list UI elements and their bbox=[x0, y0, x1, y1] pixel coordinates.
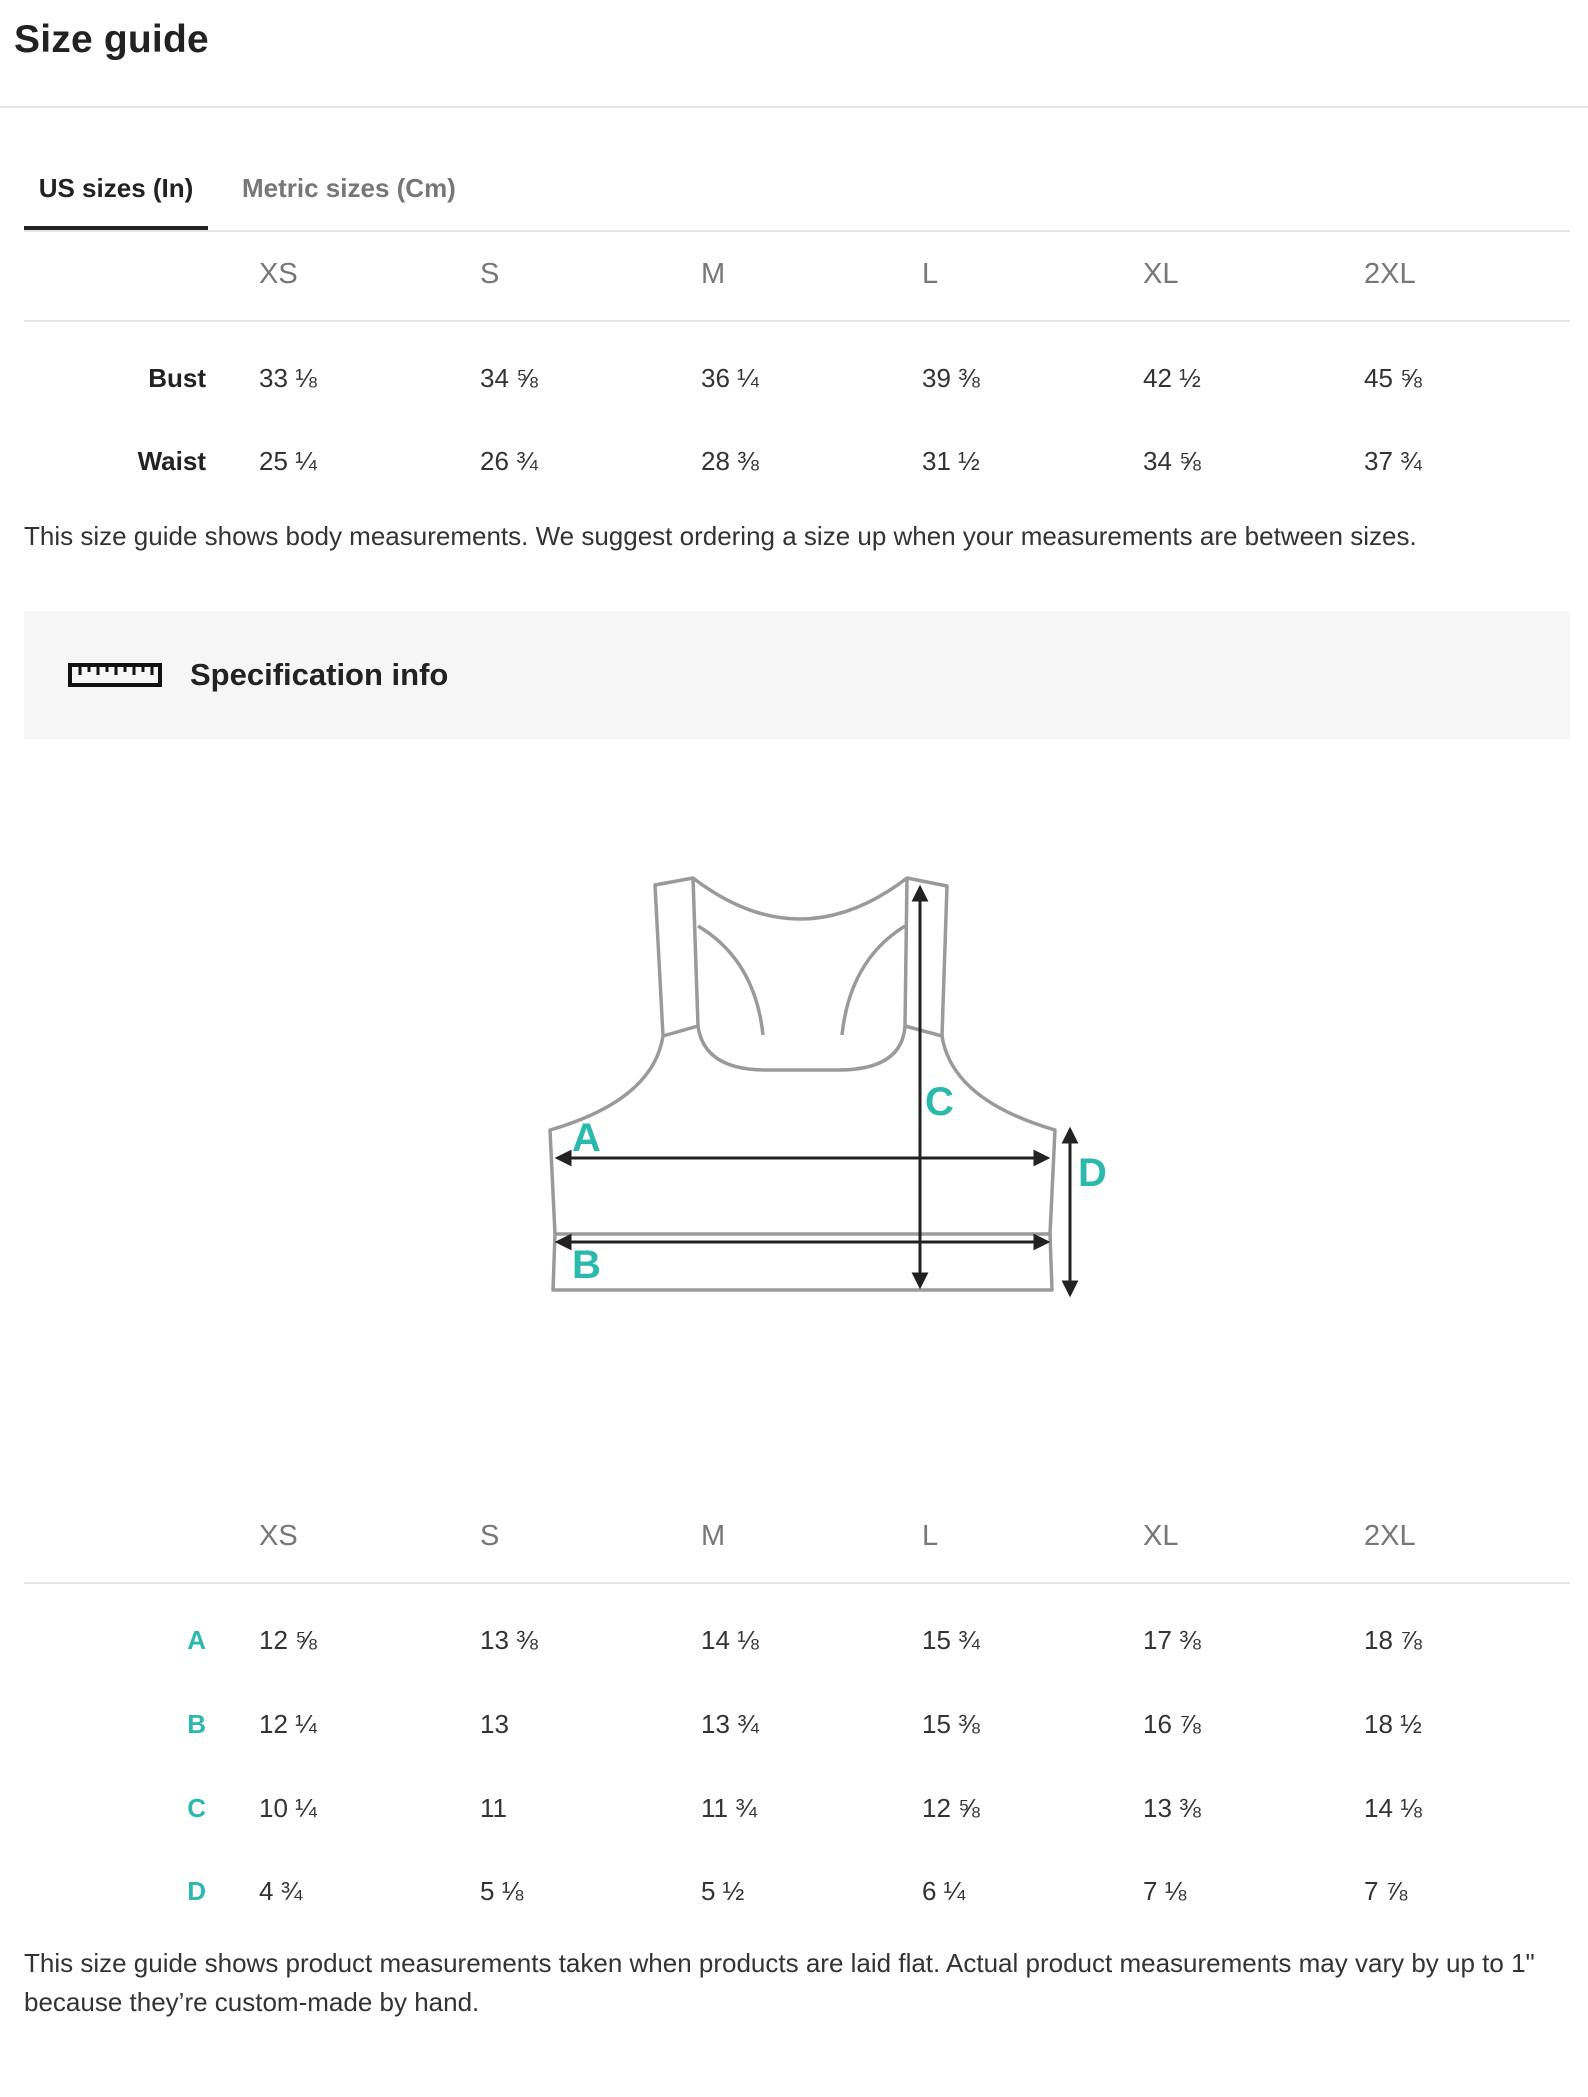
table-cell: 10 ¼ bbox=[259, 1793, 317, 1823]
size-header-2xl: 2XL bbox=[1364, 1520, 1416, 1552]
unit-tabs bbox=[24, 160, 1570, 230]
table-cell: 13 ⅜ bbox=[480, 1625, 538, 1655]
table-cell: 37 ¾ bbox=[1364, 446, 1422, 476]
row-label-waist: Waist bbox=[137, 446, 206, 476]
product-measurements-note: This size guide shows product measurements taken when products are laid flat. Actual product measurements may vary by up to 1" because they’re custom-made by hand. bbox=[24, 1948, 1535, 2017]
table-cell: 11 bbox=[480, 1793, 507, 1823]
table-row-b bbox=[24, 1685, 1570, 1768]
table-header-row bbox=[24, 1494, 1570, 1584]
table-cell: 39 ⅜ bbox=[922, 363, 980, 393]
table-cell: 31 ½ bbox=[922, 446, 980, 476]
table-cell: 45 ⅝ bbox=[1364, 363, 1422, 393]
size-header-xl: XL bbox=[1143, 258, 1179, 290]
table-cell: 14 ⅛ bbox=[701, 1625, 759, 1655]
table-cell: 17 ⅜ bbox=[1143, 1625, 1201, 1655]
row-label-d: D bbox=[187, 1876, 206, 1906]
garment-outline bbox=[550, 878, 1055, 1290]
ruler-icon bbox=[68, 662, 162, 688]
table-row-d bbox=[24, 1852, 1570, 1935]
size-header-l: L bbox=[922, 1520, 939, 1552]
diagram-label-d: D bbox=[1078, 1151, 1107, 1195]
table-cell: 15 ⅜ bbox=[922, 1709, 980, 1739]
table-row-c bbox=[24, 1769, 1570, 1852]
diagram-label-a: A bbox=[572, 1116, 601, 1160]
table-cell: 5 ½ bbox=[701, 1876, 745, 1906]
table-cell: 14 ⅛ bbox=[1364, 1793, 1422, 1823]
table-cell: 16 ⅞ bbox=[1143, 1709, 1201, 1739]
size-header-s: S bbox=[480, 1520, 500, 1552]
size-header-xs: XS bbox=[259, 258, 298, 290]
specification-title: Specification info bbox=[190, 657, 449, 692]
table-cell: 15 ¾ bbox=[922, 1625, 980, 1655]
table-cell: 11 ¾ bbox=[701, 1793, 757, 1823]
table-cell: 26 ¾ bbox=[480, 446, 538, 476]
body-measurements-note: This size guide shows body measurements. We suggest ordering a size up when your measurements are between sizes. bbox=[24, 521, 1417, 551]
row-label-c: C bbox=[187, 1793, 206, 1823]
title-divider bbox=[0, 106, 1588, 108]
table-cell: 6 ¼ bbox=[922, 1876, 966, 1906]
table-row-a bbox=[24, 1601, 1570, 1684]
table-cell: 7 ⅞ bbox=[1364, 1876, 1408, 1906]
size-header-xl: XL bbox=[1143, 1520, 1179, 1552]
table-row-bust bbox=[24, 339, 1570, 422]
tab-us-sizes[interactable]: US sizes (In) bbox=[24, 160, 208, 231]
table-header-row bbox=[24, 232, 1570, 322]
table-cell: 7 ⅛ bbox=[1143, 1876, 1187, 1906]
diagram-label-c: C bbox=[925, 1080, 954, 1124]
table-cell: 13 ⅜ bbox=[1143, 1793, 1201, 1823]
table-cell: 13 ¾ bbox=[701, 1709, 759, 1739]
row-label-a: A bbox=[187, 1625, 206, 1655]
table-cell: 25 ¼ bbox=[259, 446, 317, 476]
size-header-m: M bbox=[701, 258, 726, 290]
diagram-label-b: B bbox=[572, 1243, 601, 1287]
table-cell: 18 ⅞ bbox=[1364, 1625, 1422, 1655]
size-header-m: M bbox=[701, 1520, 726, 1552]
table-cell: 34 ⅝ bbox=[1143, 446, 1201, 476]
size-header-s: S bbox=[480, 258, 500, 290]
table-cell: 13 bbox=[480, 1709, 509, 1739]
size-header-xs: XS bbox=[259, 1520, 298, 1552]
table-cell: 4 ¾ bbox=[259, 1876, 303, 1906]
row-label-b: B bbox=[187, 1709, 206, 1739]
table-cell: 36 ¼ bbox=[701, 363, 759, 393]
table-row-waist bbox=[24, 422, 1570, 505]
table-cell: 33 ⅛ bbox=[259, 363, 317, 393]
tab-metric-sizes[interactable]: Metric sizes (Cm) bbox=[242, 173, 456, 203]
table-cell: 34 ⅝ bbox=[480, 363, 538, 393]
table-cell: 18 ½ bbox=[1364, 1709, 1422, 1739]
table-cell: 5 ⅛ bbox=[480, 1876, 524, 1906]
page-title: Size guide bbox=[14, 18, 209, 61]
table-cell: 42 ½ bbox=[1143, 363, 1201, 393]
row-label-bust: Bust bbox=[148, 363, 206, 393]
table-cell: 12 ¼ bbox=[259, 1709, 317, 1739]
table-cell: 12 ⅝ bbox=[259, 1625, 317, 1655]
table-cell: 28 ⅜ bbox=[701, 446, 759, 476]
sports-bra-diagram bbox=[520, 840, 1120, 1300]
table-cell: 12 ⅝ bbox=[922, 1793, 980, 1823]
size-header-l: L bbox=[922, 258, 939, 290]
specification-info-bar bbox=[24, 611, 1570, 739]
size-header-2xl: 2XL bbox=[1364, 258, 1416, 290]
